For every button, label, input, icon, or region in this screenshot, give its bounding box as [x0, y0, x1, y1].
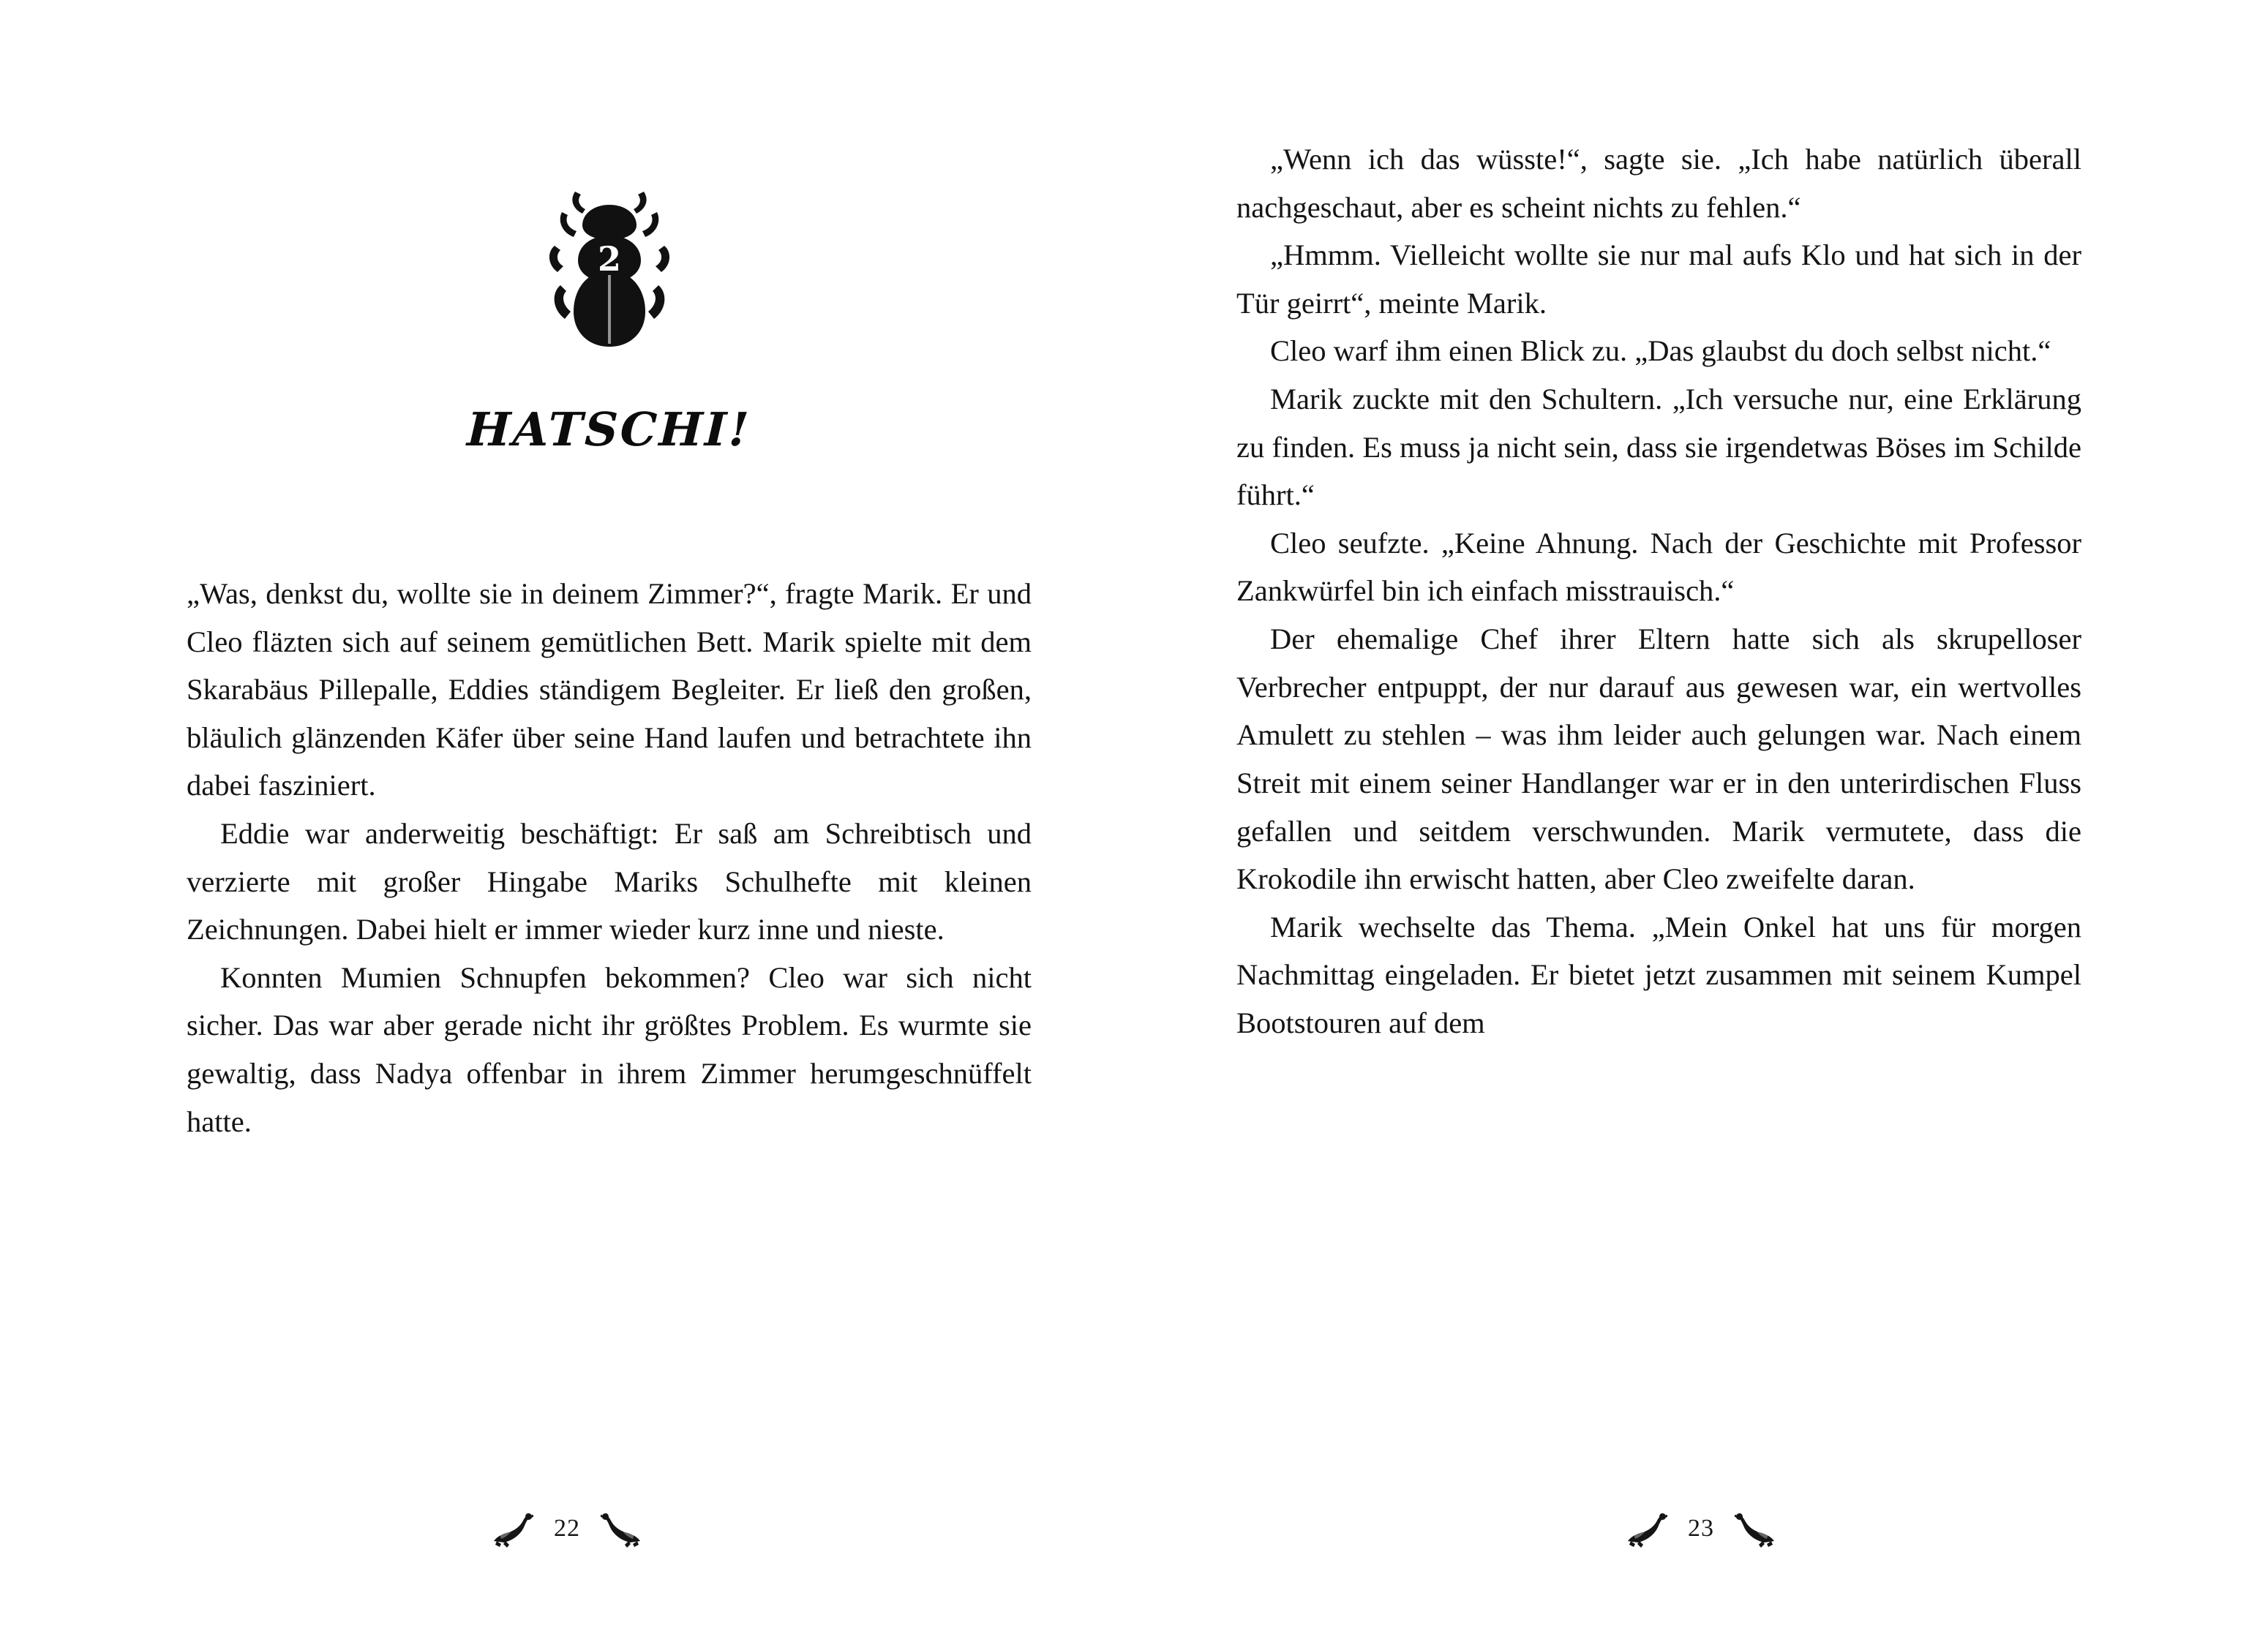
egyptian-bird-icon — [599, 1507, 645, 1550]
paragraph: Konnten Mumien Schnupfen bekommen? Cleo war sich nicht sicher. Das war aber gerade nicht ihr größtes Problem. Es wurmte sie gewaltig, dass Nadya offenbar in ihrem Zimmer herumgeschnüffelt hatte. — [187, 960, 1032, 1138]
paragraph: Marik zuckte mit den Schultern. „Ich versuche nur, eine Erklärung zu finden. Es muss ja nicht sein, dass sie irgendetwas Böses im Schilde führt.“ — [1236, 383, 2081, 512]
right-page-folio — [1134, 1507, 2268, 1550]
chapter-title: HATSCHI! — [466, 402, 752, 456]
paragraph: Marik wechselte das Thema. „Mein Onkel hat uns für morgen Nachmittag eingeladen. Er bietet jetzt zusammen mit seinem Kumpel Bootstouren auf dem — [1236, 910, 2081, 1039]
scarab-beetle-icon — [540, 176, 679, 351]
paragraph: Eddie war anderweitig beschäftigt: Er saß am Schreibtisch und verzierte mit großer Hingabe Mariks Schulhefte mit kleinen Zeichnungen. Dabei hielt er immer wieder kurz inne und nieste. — [187, 817, 1032, 946]
paragraph: „Hmmm. Vielleicht wollte sie nur mal aufs Klo und hat sich in der Tür geirrt“, meinte Marik. — [1236, 238, 2081, 320]
egyptian-bird-icon — [489, 1507, 535, 1550]
chapter-number: 2 — [597, 239, 621, 279]
chapter-opener — [187, 0, 1032, 456]
left-page-folio — [0, 1507, 1134, 1550]
paragraph: Cleo warf ihm einen Blick zu. „Das glaubst du doch selbst nicht.“ — [1270, 334, 2051, 368]
paragraph: Der ehemalige Chef ihrer Eltern hatte sich als skrupelloser Verbrecher entpuppt, der nur darauf aus gewesen war, ein wertvolles Amulett zu stehlen – was ihm leider auch gelungen war. Nach einem Streit mit einem seiner Handlanger war er in den unterirdischen Fluss gefallen und seitdem verschwunden. Marik vermutete, dass die Krokodile ihn erwischt hatten, aber Cleo zweifelte daran. — [1236, 622, 2081, 896]
paragraph: „Wenn ich das wüsste!“, sagte sie. „Ich habe natürlich überall nachgeschaut, aber es scheint nichts zu fehlen.“ — [1236, 143, 2081, 224]
page-number: 22 — [554, 1515, 580, 1542]
right-page-text — [1236, 135, 2081, 1047]
paragraph: Cleo seufzte. „Keine Ahnung. Nach der Geschichte mit Professor Zankwürfel bin ich einfach misstrauisch.“ — [1236, 526, 2081, 608]
egyptian-bird-icon — [1733, 1507, 1779, 1550]
right-page — [1134, 0, 2268, 1642]
page-number: 23 — [1688, 1515, 1714, 1542]
paragraph: „Was, denkst du, wollte sie in deinem Zimmer?“, fragte Marik. Er und Cleo fläzten sich auf seinem gemütlichen Bett. Marik spielte mit dem Skarabäus Pillepalle, Eddies ständigem Begleiter. Er ließ den großen, bläulich glänzenden Käfer über seine Hand laufen und betrachtete ihn dabei fasziniert. — [187, 577, 1032, 802]
left-page-text — [187, 570, 1032, 1145]
egyptian-bird-icon — [1623, 1507, 1669, 1550]
